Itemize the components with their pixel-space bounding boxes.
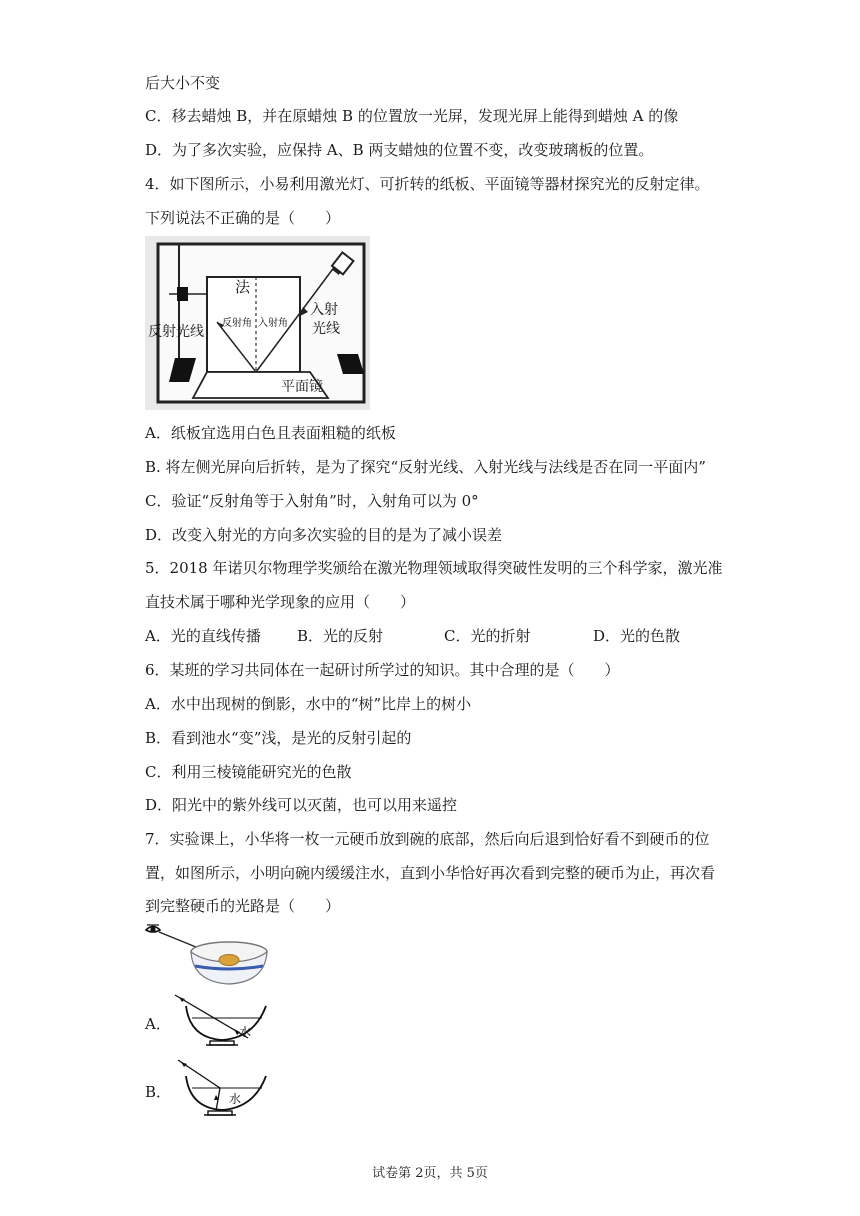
bowl-coin-figure bbox=[143, 920, 273, 992]
option-text: C．利用三棱镜能研究光的色散 bbox=[145, 763, 352, 781]
option-text: D．改变入射光的方向多次实验的目的是为了减小误差 bbox=[145, 526, 503, 544]
normal-label: 法 bbox=[235, 278, 251, 296]
reflected-ray-label: 反射光线 bbox=[148, 324, 204, 340]
option-b-light-path-figure bbox=[170, 1058, 274, 1124]
option-text: B．看到池水“变”浅，是光的反射引起的 bbox=[145, 729, 412, 747]
option-text: A．光的直线传播 bbox=[145, 627, 261, 645]
text-line: 后大小不变 bbox=[145, 74, 221, 92]
question-5-stem: 直技术属于哪种光学现象的应用（ ） bbox=[145, 593, 416, 611]
option-text: B．光的反射 bbox=[297, 627, 384, 645]
reflection-angle-label: 反射角 bbox=[222, 318, 252, 329]
option-text: D．阳光中的紫外线可以灭菌，也可以用来遥控 bbox=[145, 796, 458, 814]
option-text: A．纸板宜选用白色且表面粗糙的纸板 bbox=[145, 424, 396, 442]
water-label: 水 bbox=[239, 1025, 252, 1039]
question-4-stem: 4．如下图所示，小易利用激光灯、可折转的纸板、平面镜等器材探究光的反射定律。 bbox=[145, 175, 710, 193]
plane-mirror-label: 平面镜 bbox=[281, 379, 323, 395]
option-text: C．验证“反射角等于入射角”时，入射角可以为 0° bbox=[145, 492, 479, 510]
text-line: D．为了多次实验，应保持 A、B 两支蜡烛的位置不变，改变玻璃板的位置。 bbox=[145, 141, 654, 159]
question-4-stem: 下列说法不正确的是（ ） bbox=[145, 209, 341, 227]
question-7-stem: 7．实验课上，小华将一枚一元硬币放到碗的底部，然后向后退到恰好看不到硬币的位 bbox=[145, 830, 710, 848]
page-footer: 试卷第 2页，共 5页 bbox=[372, 1166, 488, 1181]
incident-ray-label-top: 入射 bbox=[310, 302, 338, 318]
option-text: A．水中出现树的倒影，水中的“树”比岸上的树小 bbox=[145, 695, 472, 713]
option-text: D．光的色散 bbox=[593, 627, 681, 645]
question-5-options bbox=[145, 626, 705, 646]
incidence-angle-label: 入射角 bbox=[258, 318, 288, 329]
question-6-stem: 6．某班的学习共同体在一起研讨所学过的知识。其中合理的是（ ） bbox=[145, 661, 620, 679]
option-text: B． bbox=[145, 1083, 172, 1101]
option-a-light-path-figure bbox=[170, 992, 274, 1056]
option-text: C．光的折射 bbox=[444, 627, 531, 645]
eye-icon bbox=[146, 925, 160, 932]
option-text: A． bbox=[145, 1015, 171, 1033]
incident-ray-label-bottom: 光线 bbox=[312, 321, 340, 337]
option-text: B. 将左侧光屏向后折转，是为了探究“反射光线、入射光线与法线是否在同一平面内” bbox=[145, 458, 706, 476]
question-7-stem: 置，如图所示，小明向碗内缓缓注水，直到小华恰好再次看到完整的硬币为止，再次看 bbox=[145, 864, 716, 882]
question-5-stem: 5．2018 年诺贝尔物理学奖颁给在激光物理领域取得突破性发明的三个科学家，激光准 bbox=[145, 559, 723, 577]
water-label: 水 bbox=[229, 1092, 242, 1106]
reflection-experiment-figure bbox=[145, 236, 370, 410]
question-7-stem: 到完整硬币的光路是（ ） bbox=[145, 897, 341, 915]
text-line: C．移去蜡烛 B，并在原蜡烛 B 的位置放一光屏，发现光屏上能得到蜡烛 A 的像 bbox=[145, 107, 679, 125]
